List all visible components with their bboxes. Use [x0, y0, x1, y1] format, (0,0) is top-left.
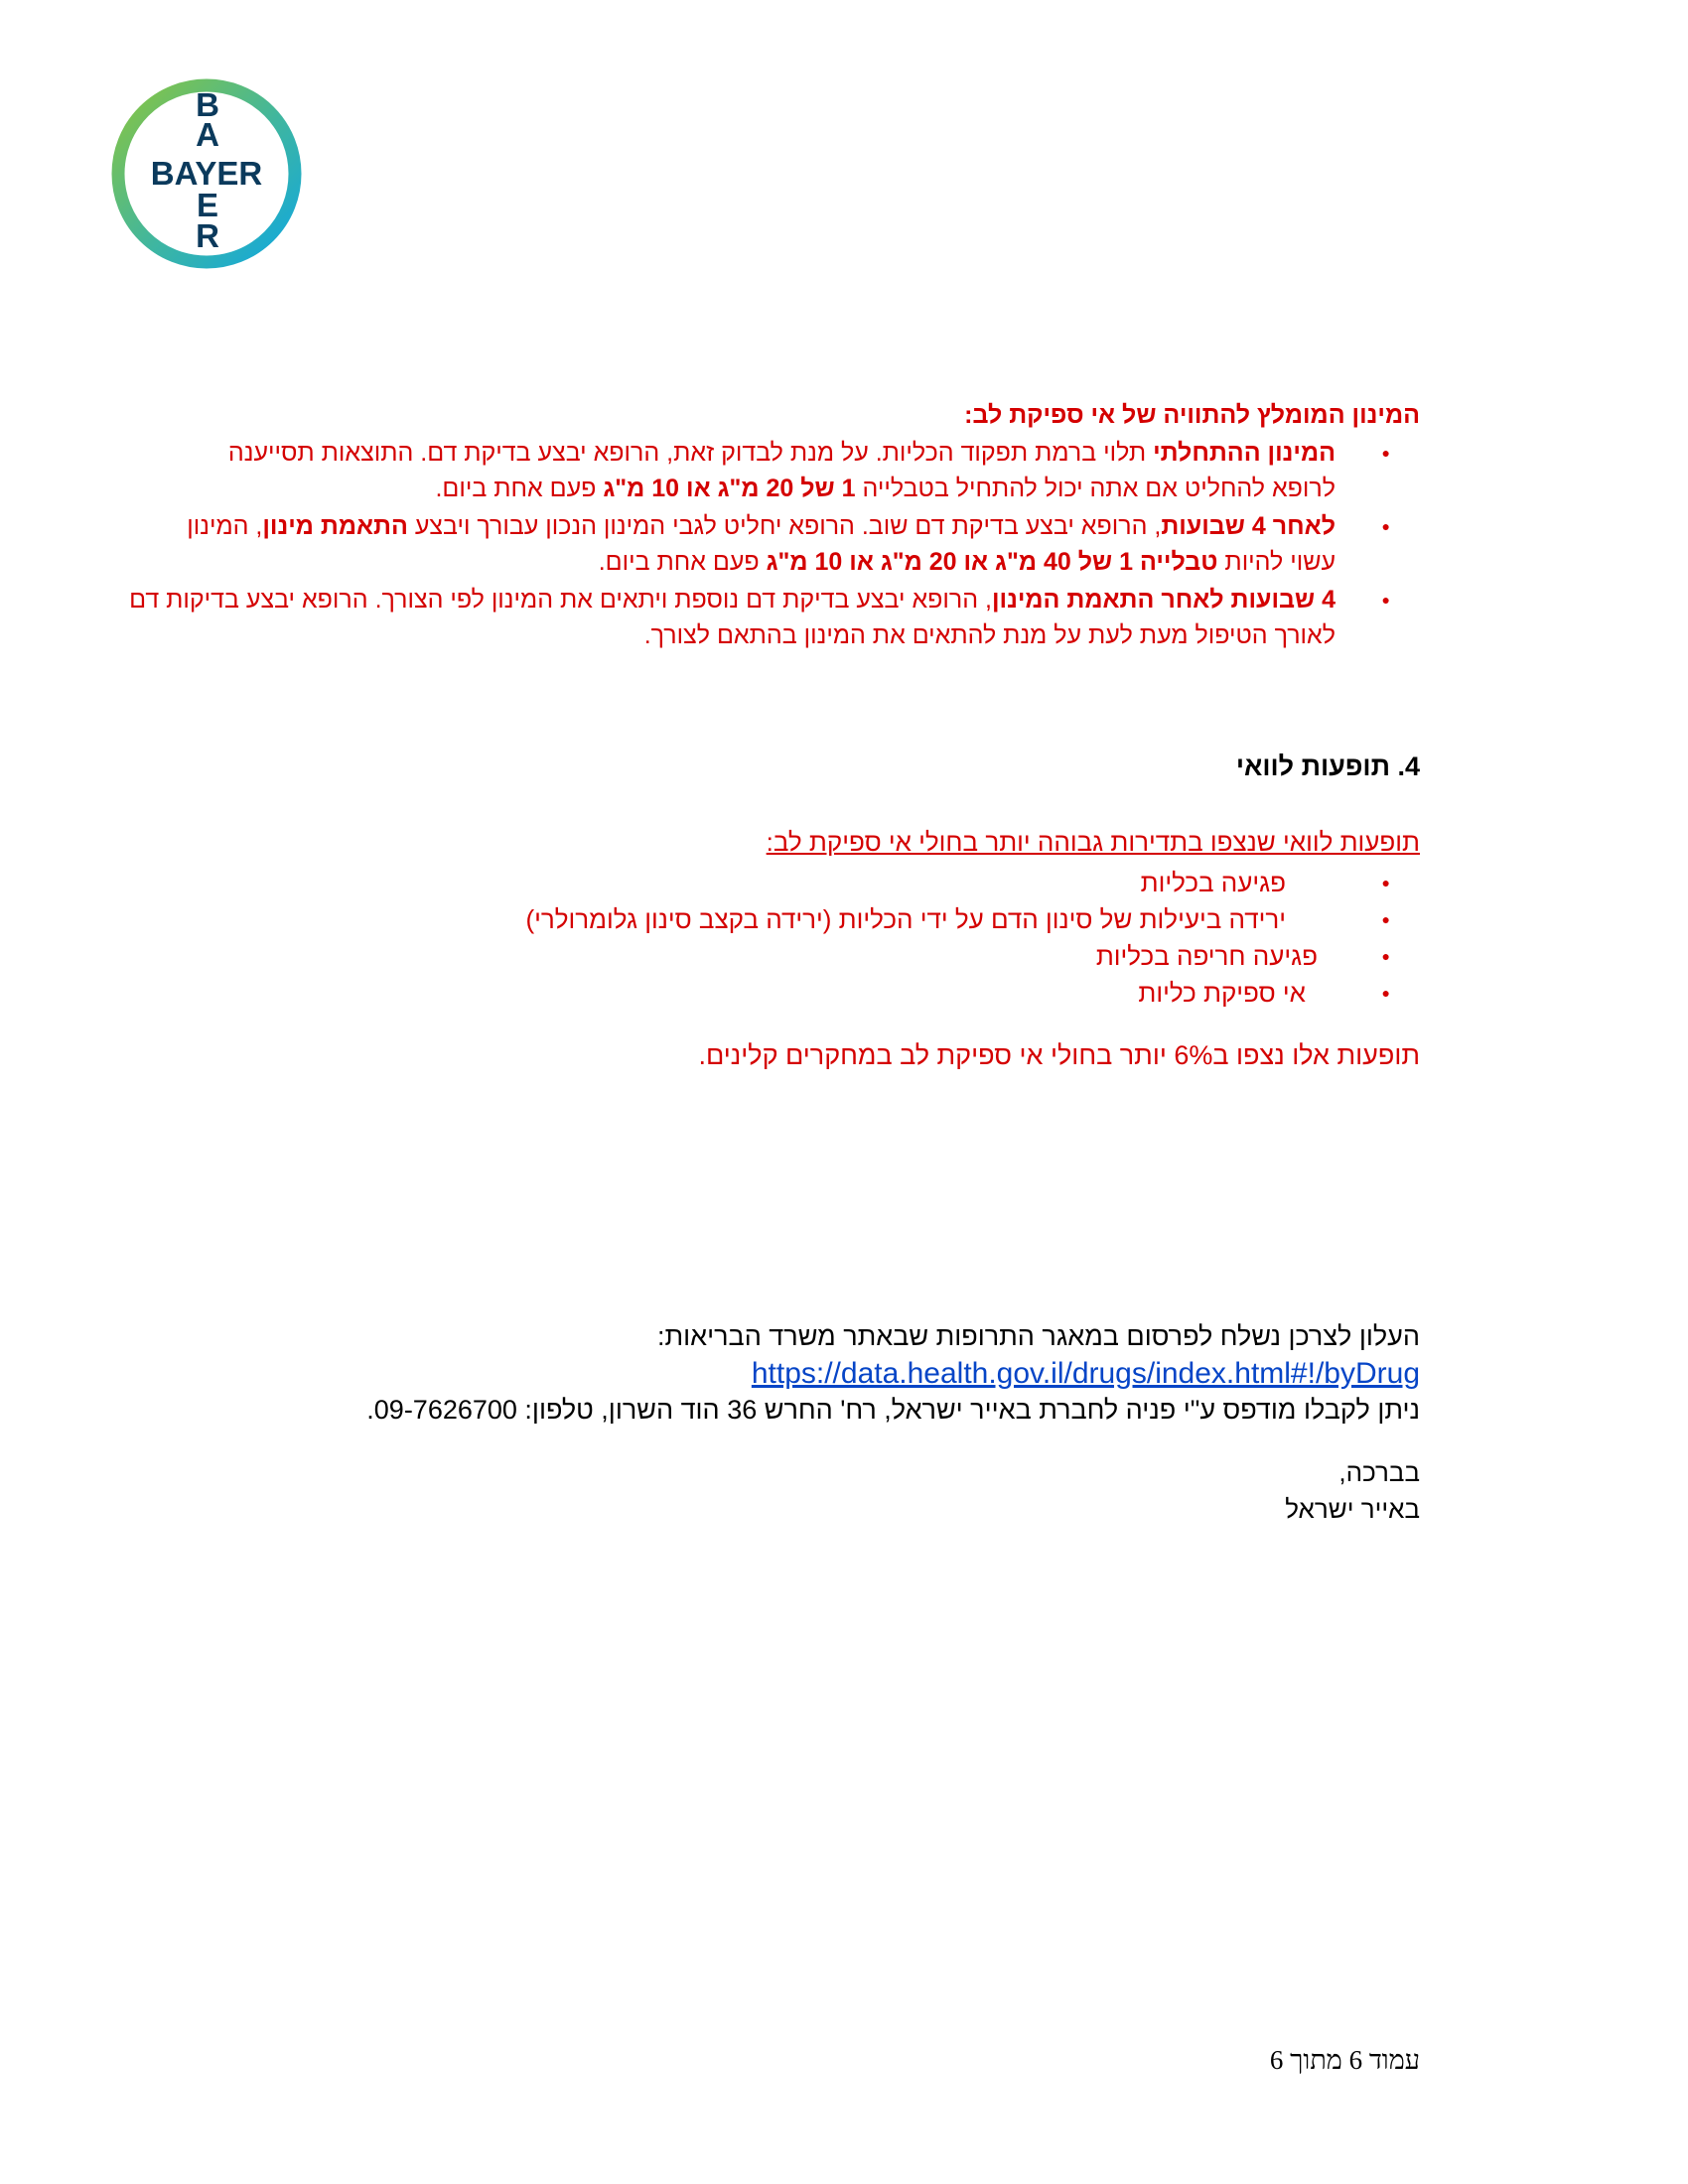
footer-section	[99, 1318, 1420, 1429]
logo-letter-r: R	[196, 217, 219, 254]
dosage-item-bold: 1 של 20 מ"ג או 10 מ"ג	[603, 475, 856, 502]
list-item	[99, 901, 1420, 938]
side-effect-text: ירידה ביעילות של סינון הדם על ידי הכליות (ירידה בקצב סינון גלומרולרי)	[525, 904, 1286, 934]
greeting: בברכה,	[1338, 1457, 1420, 1487]
logo-letter-b: B	[196, 86, 219, 123]
list-item	[99, 975, 1420, 1012]
section-4-title: 4. תופעות לוואי	[1235, 751, 1420, 781]
side-effect-text: פגיעה בכליות	[1140, 868, 1286, 897]
side-effect-text: אי ספיקת כליות	[1138, 978, 1306, 1008]
list-item	[99, 865, 1420, 901]
percent-note: תופעות אלו נצפו ב6% יותר בחולי אי ספיקת לב במחקרים קלינים.	[698, 1040, 1420, 1070]
dosage-item-bold: טבלייה 1 של 40 מ"ג או 20 מ"ג או 10 מ"ג	[766, 548, 1218, 576]
side-effects-heading: תופעות לוואי שנצפו בתדירות גבוהה יותר בחולי אי ספיקת לב:	[766, 827, 1420, 857]
dosage-section	[99, 397, 1420, 655]
dosage-item-bold: לאחר 4 שבועות	[1161, 512, 1336, 540]
list-item	[99, 938, 1420, 975]
dosage-item-bold: 4 שבועות לאחר התאמת המינון	[991, 586, 1336, 614]
page-number: עמוד 6 מתוך 6	[1269, 2045, 1420, 2075]
logo-letter-a: A	[196, 116, 219, 153]
footer-line-3: ניתן לקבלו מודפס ע"י פניה לחברת באייר ישראל, רח' החרש 36 הוד השרון, טלפון: 09-7626700.	[366, 1395, 1420, 1425]
dosage-item-text: , המינון עשוי להיות	[187, 512, 1336, 576]
bayer-logo	[107, 74, 306, 273]
dosage-item-text: פעם אחת ביום.	[598, 548, 767, 576]
side-effects-list	[99, 865, 1420, 1012]
dosage-item-initial	[99, 435, 1420, 506]
dosage-item-bold: המינון ההתחלתי	[1153, 439, 1336, 467]
side-effect-text: פגיעה חריפה בכליות	[1095, 941, 1318, 971]
company-name: באייר ישראל	[1285, 1494, 1420, 1524]
side-effects-section	[99, 824, 1420, 1012]
dosage-item-text: , הרופא יבצע בדיקת דם נוספת ויתאים את המינון לפי הצורך. הרופא יבצע בדיקות דם לאורך הטיפול מעת לעת על מנת להתאים את המינון בהתאם לצורך.	[129, 586, 1336, 649]
signoff	[99, 1454, 1420, 1528]
dosage-list	[99, 435, 1420, 653]
logo-text-horizontal: BAYER	[150, 155, 263, 192]
logo-letter-e: E	[196, 187, 219, 223]
drug-database-link[interactable]: https://data.health.gov.il/drugs/index.html#!/byDrug	[751, 1357, 1420, 1390]
footer-line-1: העלון לצרכן נשלח לפרסום במאגר התרופות שבאתר משרד הבריאות:	[656, 1321, 1420, 1351]
dosage-item-after-4-weeks	[99, 508, 1420, 580]
dosage-item-after-adjustment	[99, 582, 1420, 653]
dosage-heading: המינון המומלץ להתוויה של אי ספיקת לב:	[964, 401, 1420, 429]
dosage-item-text: תלוי ברמת תפקוד הכליות. על מנת לבדוק זאת, הרופא יבצע בדיקת דם. התוצאות תסייענה לרופא להחליט אם אתה יכול להתחיל בטבלייה	[227, 439, 1336, 502]
dosage-item-bold: התאמת מינון	[262, 512, 408, 540]
dosage-item-text: פעם אחת ביום.	[435, 475, 604, 502]
dosage-item-text: , הרופא יבצע בדיקת דם שוב. הרופא יחליט לגבי המינון הנכון עבורך ויבצע	[407, 512, 1162, 540]
